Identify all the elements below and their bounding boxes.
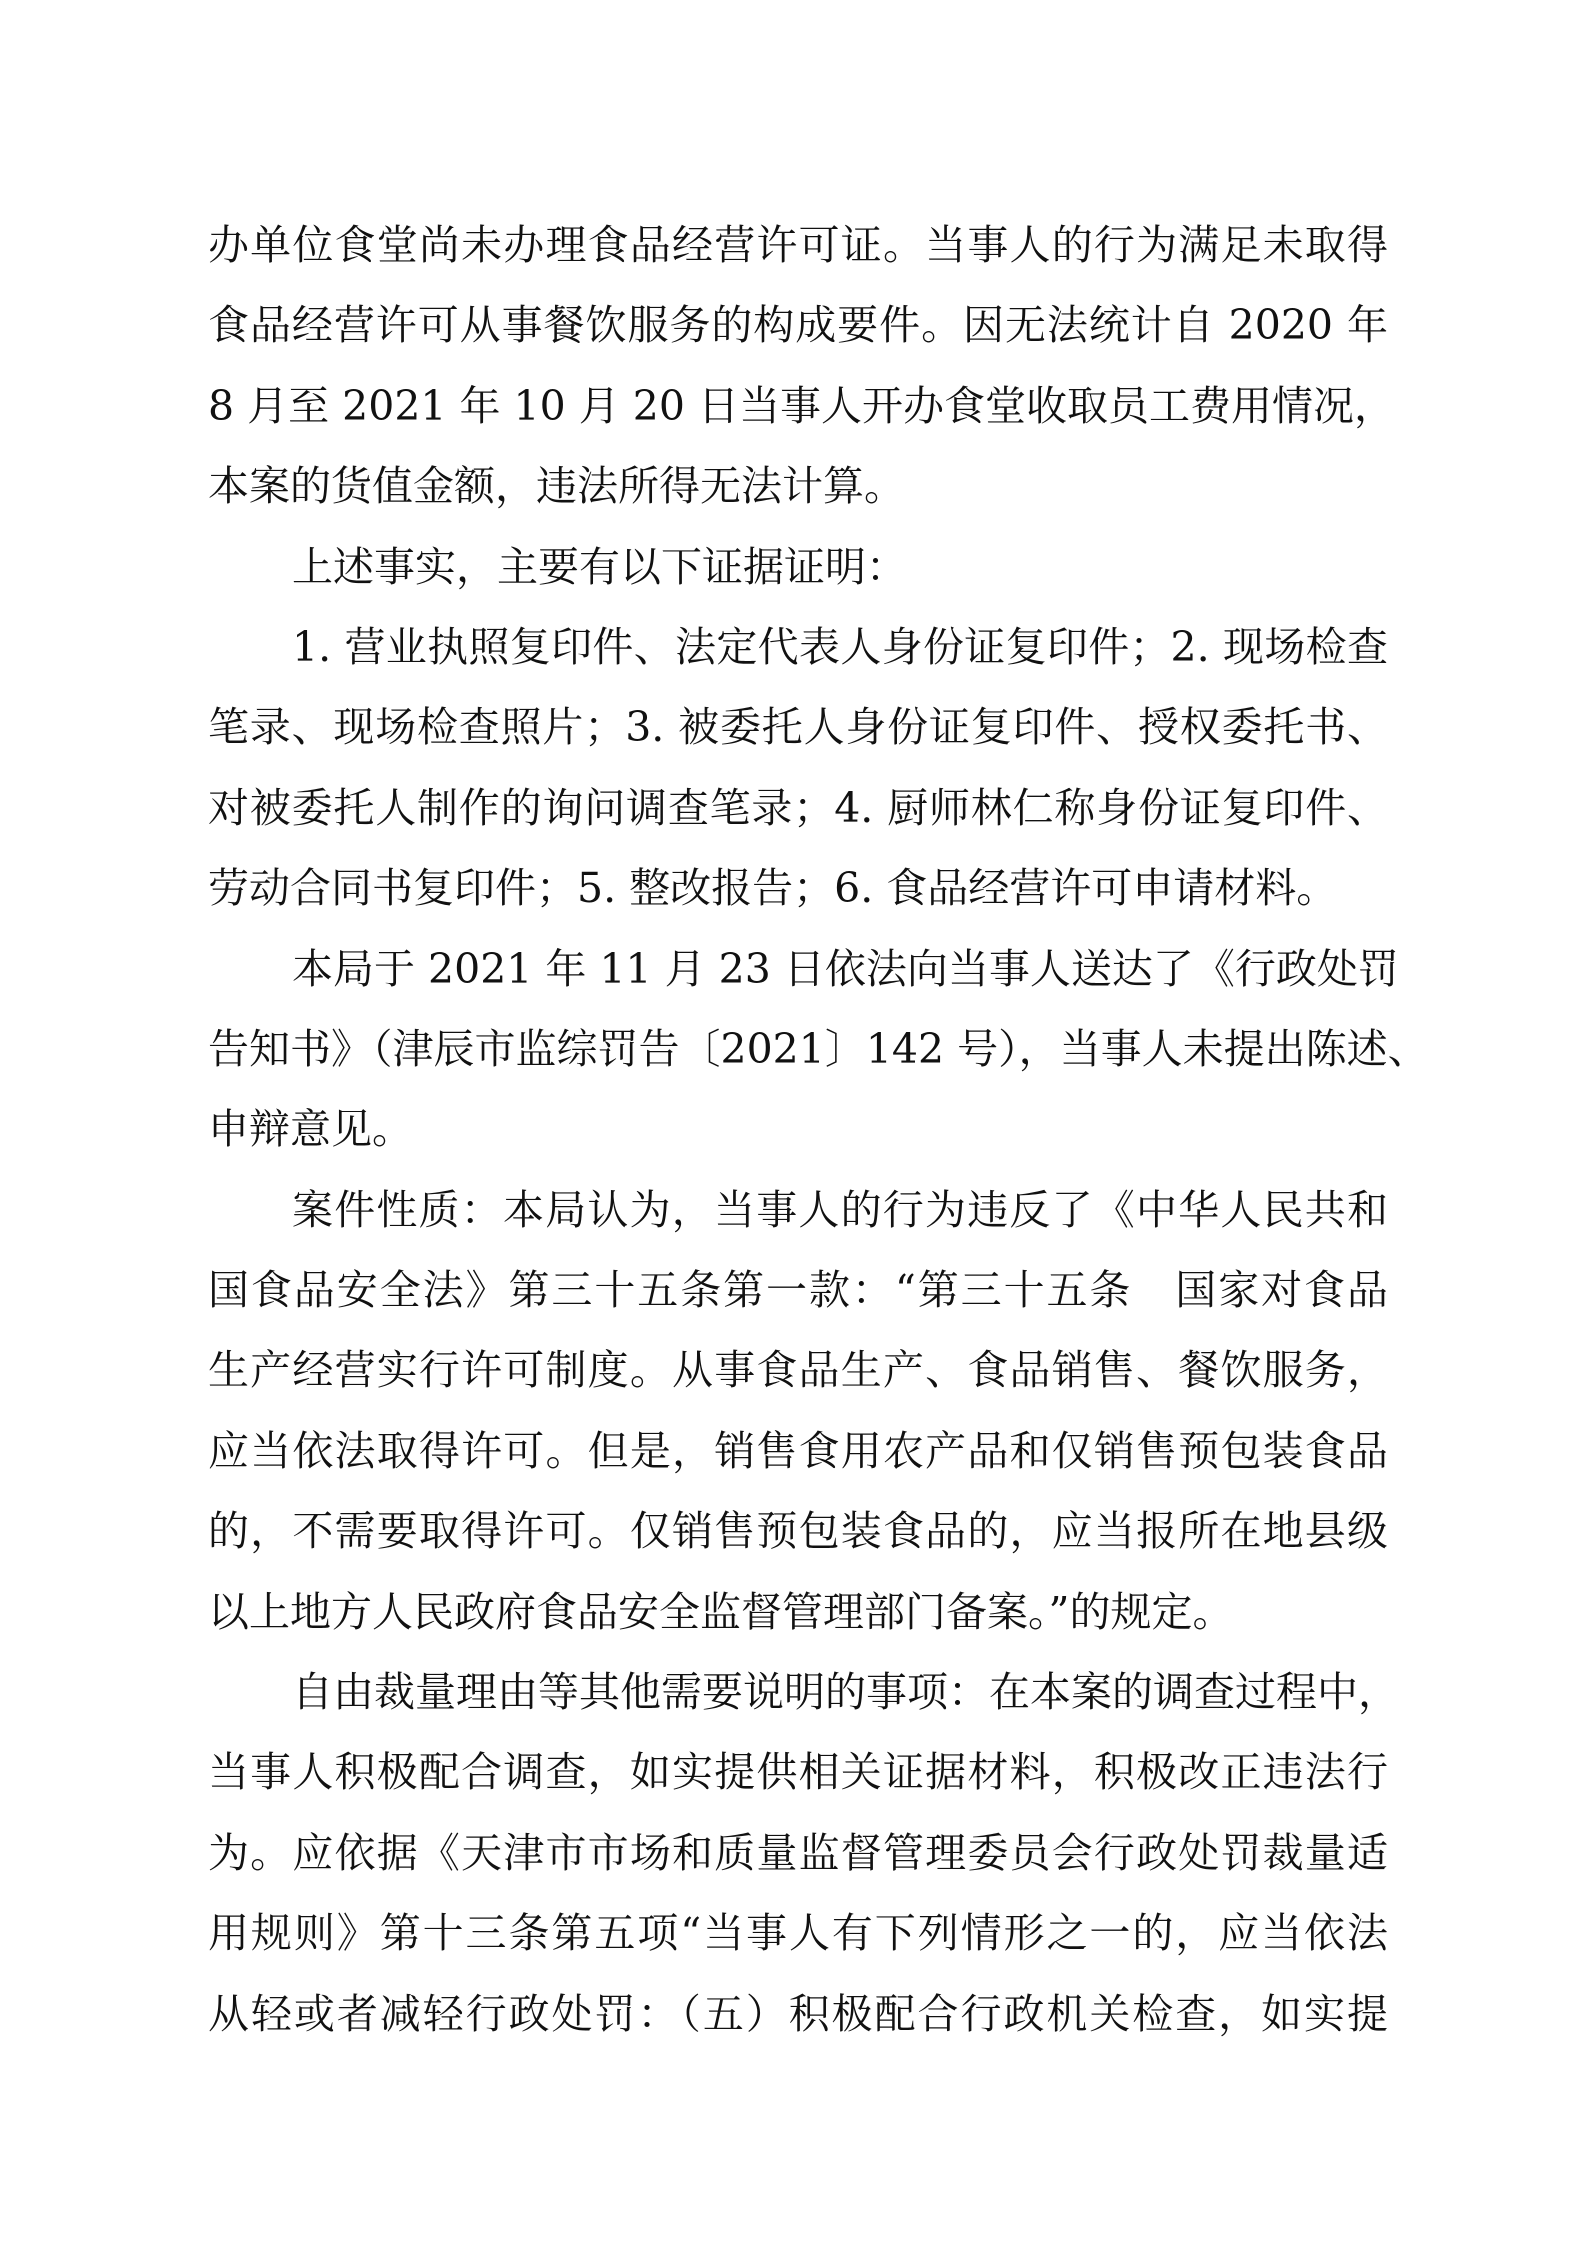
- text-line: 国食品安全法》第三十五条第一款：“第三十五条 国家对食品: [208, 1266, 1388, 1315]
- text-line: 本局于 2021 年 11 月 23 日依法向当事人送达了《行政处罚: [292, 944, 1399, 993]
- text-line: 应当依法取得许可。但是，销售食用农产品和仅销售预包装食品: [208, 1426, 1388, 1475]
- text-line: 以上地方人民政府食品安全监督管理部门备案。”的规定。: [208, 1587, 1234, 1636]
- text-line: 对被委托人制作的询问调查笔录；4. 厨师林仁称身份证复印件、: [208, 783, 1388, 832]
- text-line: 劳动合同书复印件；5. 整改报告；6. 食品经营许可申请材料。: [208, 864, 1338, 913]
- text-line: 用规则》第十三条第五项“当事人有下列情形之一的，应当依法: [208, 1909, 1388, 1958]
- text-line: 当事人积极配合调查，如实提供相关证据材料，积极改正违法行: [208, 1748, 1388, 1797]
- text-line: 为。应依据《天津市市场和质量监督管理委员会行政处罚裁量适: [208, 1828, 1388, 1877]
- text-line: 8 月至 2021 年 10 月 20 日当事人开办食堂收取员工费用情况，: [208, 381, 1395, 430]
- text-line: 本案的货值金额，违法所得无法计算。: [208, 462, 905, 511]
- text-line: 生产经营实行许可制度。从事食品生产、食品销售、餐饮服务，: [208, 1346, 1388, 1395]
- text-line: 上述事实，主要有以下证据证明：: [292, 542, 907, 591]
- text-line: 的，不需要取得许可。仅销售预包装食品的，应当报所在地县级: [208, 1507, 1388, 1556]
- text-line: 告知书》（津辰市监综罚告〔2021〕142 号），当事人未提出陈述、: [208, 1024, 1429, 1073]
- text-line: 1. 营业执照复印件、法定代表人身份证复印件；2. 现场检查: [292, 622, 1388, 671]
- text-line: 办单位食堂尚未办理食品经营许可证。当事人的行为满足未取得: [208, 221, 1388, 269]
- text-line: 从轻或者减轻行政处罚：（五）积极配合行政机关检查，如实提: [208, 1989, 1388, 2038]
- text-line: 自由裁量理由等其他需要说明的事项：在本案的调查过程中，: [292, 1668, 1399, 1717]
- text-line: 笔录、现场检查照片；3. 被委托人身份证复印件、授权委托书、: [208, 703, 1388, 752]
- document-body: [208, 205, 1429, 2054]
- text-line: 案件性质：本局认为，当事人的行为违反了《中华人民共和: [292, 1185, 1388, 1234]
- text-line: 食品经营许可从事餐饮服务的构成要件。因无法统计自 2020 年: [208, 301, 1388, 350]
- text-line: 申辩意见。: [208, 1105, 413, 1154]
